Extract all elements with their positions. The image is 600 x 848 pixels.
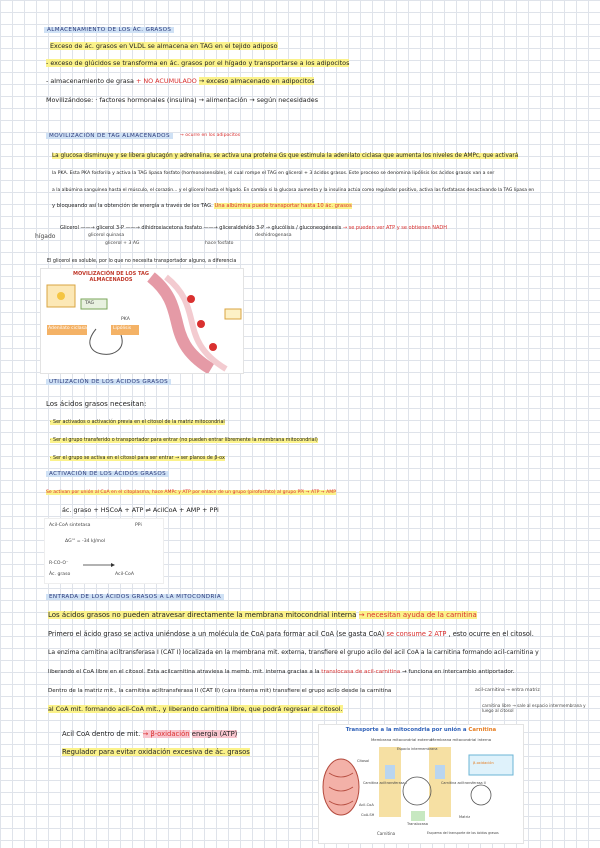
figure-label: β-oxidación xyxy=(473,761,494,765)
text-span: · Ser activados o activación previa en el citosol de la matriz mitocondrial xyxy=(50,420,225,425)
section-heading-movilizacion: MOVILIZACIÓN DE TAG ALMACENADOS xyxy=(46,133,173,139)
equation: ác. graso + HSCoA + ATP ⇌ AcilCoA + AMP + PPi xyxy=(62,506,219,514)
text-span: Dentro de la matriz mit., la carnitina aciltransferasa II (CAT II) (cara interna mit) transfiere el grupo acilo desde la carnitina xyxy=(48,688,392,694)
text-line xyxy=(52,169,494,178)
figure-node: Lipólisis xyxy=(113,326,132,331)
figure-footer: Esquema del transporte de los ácidos grasos xyxy=(427,831,499,835)
text-line xyxy=(48,628,534,640)
text-span: Exceso de ác. grasos en VLDL se almacena en TAG en el tejido adiposo xyxy=(50,42,278,50)
side-note xyxy=(482,703,592,713)
side-note: acil-carnitina → entra matriz xyxy=(475,688,540,693)
text-line xyxy=(46,77,314,86)
figure-drawing xyxy=(41,269,243,373)
text-line xyxy=(52,202,352,211)
text-line xyxy=(52,186,534,195)
text-span: · Ser el grupo se activa en el citosol para ser entrar → ser planos de β-ox xyxy=(50,456,225,461)
figure-label: Matriz xyxy=(459,815,471,819)
figure-caption xyxy=(47,257,236,266)
text-span: · Ser el grupo transferido o transportador para entrar (no pueden entrar libremente la membrana mitocondrial) xyxy=(50,438,318,443)
text-line xyxy=(62,728,237,740)
figure-label: Acil-CoA xyxy=(359,803,374,807)
text-span: + NO ACUMULADO xyxy=(135,77,197,85)
text-line xyxy=(48,647,539,659)
section-heading-utilizacion: UTILIZACIÓN DE LOS ÁCIDOS GRASOS xyxy=(46,379,171,385)
figure-label: Carnitina aciltransferasa I xyxy=(363,781,407,785)
glycerol-pathway: Glicerol ——→ glicerol 3-P ——→ dihidroxiacetona fosfato ——→ gliceraldehído 3-P → glucólisis / gluconeogénesis → se pueden ver ATP y se obtienen NADH xyxy=(60,225,447,231)
text-line xyxy=(48,609,477,621)
text-span: la PKA. Esta PKA fosforila y activa la TAG lipasa fosfato (hormonosensible), el cual rompe el TAG en glicerol + 3 ácidos grasos. Este proceso se denomina lipólisis los ácidos grasos van a ser xyxy=(52,171,495,176)
text-span: y bloqueando así la obtención de energía a través de los TAG. xyxy=(52,203,213,209)
text-line xyxy=(48,666,514,678)
section-heading-activacion: ACTIVACIÓN DE LOS ÁCIDOS GRASOS xyxy=(46,471,169,477)
text-span: ALMACENADOS xyxy=(89,277,133,283)
heading-note xyxy=(180,133,240,138)
figure-label: Membrana mitocondrial externa xyxy=(371,737,433,742)
text-span: Glicerol xyxy=(60,225,79,231)
text-span: Acil CoA dentro de mit. xyxy=(62,730,141,738)
figure-node: TAG xyxy=(85,301,95,306)
text-span: Carnitina xyxy=(468,727,497,733)
text-span: → funciona en intercambio antiportador. xyxy=(401,669,515,675)
text-span: a la albúmina sanguínea hasta el músculo, el corazón... y el glicerol hasta el hígado. En cambio si la glucosa aumenta y la insulina actúa como regulador positivo, activa las fosfatasas desactivando la TAG lipasa en xyxy=(52,188,535,193)
text-line xyxy=(48,703,343,715)
text-span: carnitina libre → sale al espacio intermembrana y luego al citosol xyxy=(482,703,586,713)
text-span: translocasa de acil-carnitina xyxy=(321,669,401,675)
enzyme-label: deshidrogenasa xyxy=(255,233,292,238)
text-line xyxy=(50,42,278,51)
figure-label: Acil-CoA xyxy=(115,572,134,577)
text-span: Los ácidos grasos no pueden atravesar directamente la membrana mitocondrial interna xyxy=(48,611,357,619)
figure-label: Acil-CoA sintetasa xyxy=(49,523,91,528)
figure-node: Adenilato ciclasa xyxy=(48,326,87,331)
text-span: Movilizándose: xyxy=(46,96,94,104)
figure-label: Membrana mitocondrial interna xyxy=(431,737,492,742)
text-span: AcilCoA + AMP + PPi xyxy=(152,506,219,514)
text-line xyxy=(46,96,318,105)
text-span: MOVILIZACIÓN DE LOS TAG xyxy=(73,271,149,277)
text-span: Primero el ácido graso se activa uniéndose a un molécula de CoA para formar acil CoA (se gasta CoA) xyxy=(48,630,385,638)
text-span: se consume 2 ATP xyxy=(386,630,447,638)
text-span: → β-oxidación xyxy=(142,730,190,738)
figure-label: Citosol xyxy=(357,759,370,763)
text-span: Regulador para evitar oxidación excesiva de ác. grasos xyxy=(62,748,250,756)
figure-activation xyxy=(44,518,164,584)
text-line xyxy=(50,454,225,463)
figure-tag-mobilization xyxy=(40,268,244,374)
section-heading-entrada: ENTRADA DE LOS ÁCIDOS GRASOS A LA MITOCONDRIA xyxy=(46,594,224,600)
section-heading-almacenamiento: ALMACENAMIENTO DE LOS ÁC. GRASOS xyxy=(44,27,174,33)
pathway-note: glicerol + 3 AG xyxy=(105,241,140,246)
text-span: → se pueden ver ATP y se obtienen NADH xyxy=(342,225,447,231)
text-line xyxy=(62,746,250,758)
text-line xyxy=(50,418,225,427)
text-span: - exceso de glúcidos se transforma en ác. grasos por el hígado y transportarse a los adipocitos xyxy=(46,59,350,67)
figure-label: R-CO-O⁻ xyxy=(49,561,69,566)
arrow-icon xyxy=(45,519,163,583)
text-span: → necesitan ayuda de la carnitina xyxy=(358,611,477,619)
side-label-higado: hígado xyxy=(35,233,56,240)
figure-label: Carnitina xyxy=(377,831,396,836)
text-line xyxy=(46,59,349,68)
text-line xyxy=(52,152,518,161)
text-span: Transporte a la mitocondria por unión a xyxy=(345,727,467,733)
text-span: al CoA mit. formando acil-CoA mit., y liberando carnitina libre, que podrá regresar al citosol. xyxy=(48,705,343,713)
text-line xyxy=(50,436,318,445)
figure-label: CoA-SH xyxy=(361,813,375,817)
figure-label: Espacio intermembrana xyxy=(397,747,438,751)
text-span: Se activan por unión al CoA en el citoplasma, hace AMPc y ATP por enlace de un grupo (pirofosfato) al grupo PPi → ATP → AMP xyxy=(46,490,336,495)
text-line xyxy=(46,400,146,409)
text-span: glicerol 3-P xyxy=(96,225,125,231)
text-span: dihidroxiacetona fosfato xyxy=(141,225,202,231)
text-span: El glicerol es soluble, por lo que no necesita transportador alguno, a diferencia xyxy=(47,259,237,264)
text-span: ác. graso + HSCoA + ATP xyxy=(62,506,144,514)
pathway-note: hace fosfato xyxy=(205,241,234,246)
text-line xyxy=(46,488,336,497)
figure-label: Translocasa xyxy=(407,822,428,826)
text-span: La enzima carnitina aciltransferasa I (CAT I) localizada en la membrana mit. externa, transfiere el grupo acilo del acil CoA a la carnitina formando acil-carnitina y xyxy=(48,649,539,656)
text-span: , esto ocurre en el citosol. xyxy=(448,630,534,638)
text-span: Los ácidos grasos necesitan: xyxy=(46,400,147,408)
text-line xyxy=(48,685,391,697)
figure-label: PPi xyxy=(135,523,142,528)
enzyme-label: glicerol quinasa xyxy=(88,233,125,238)
text-span: → ocurre en los adipocitos xyxy=(180,133,241,138)
text-span: liberando el CoA libre en el citosol. Esta acilcarnitina atraviesa la memb. mit. interna gracias a la xyxy=(48,669,320,675)
text-span: Una albúmina puede transportar hasta 10 ác. grasos xyxy=(214,203,352,209)
figure-label: ΔG'° = -34 kJ/mol xyxy=(65,539,106,544)
text-span: - almacenamiento de grasa xyxy=(46,77,134,85)
text-span: · factores hormonales (insulina) → alimentación → según necesidades xyxy=(95,96,319,104)
figure-label: Carnitina aciltransferasa II xyxy=(441,781,486,785)
text-span: La glucosa disminuye y se libera glucagón y adrenalina, se activa una proteína Gs que estimula la adenilato ciclasa que aumenta los niveles de AMPc, que activará xyxy=(52,153,519,159)
text-span: gliceraldehído 3-P xyxy=(219,225,265,231)
figure-node: PKA xyxy=(121,317,130,322)
text-span: → exceso almacenado en adipocitos xyxy=(198,77,315,85)
figure-label: Ác. graso xyxy=(49,572,71,577)
text-span: → glucólisis / gluconeogénesis xyxy=(265,225,342,231)
text-span: energía (ATP) xyxy=(191,730,238,738)
figure-carnitine-transport xyxy=(318,724,524,844)
